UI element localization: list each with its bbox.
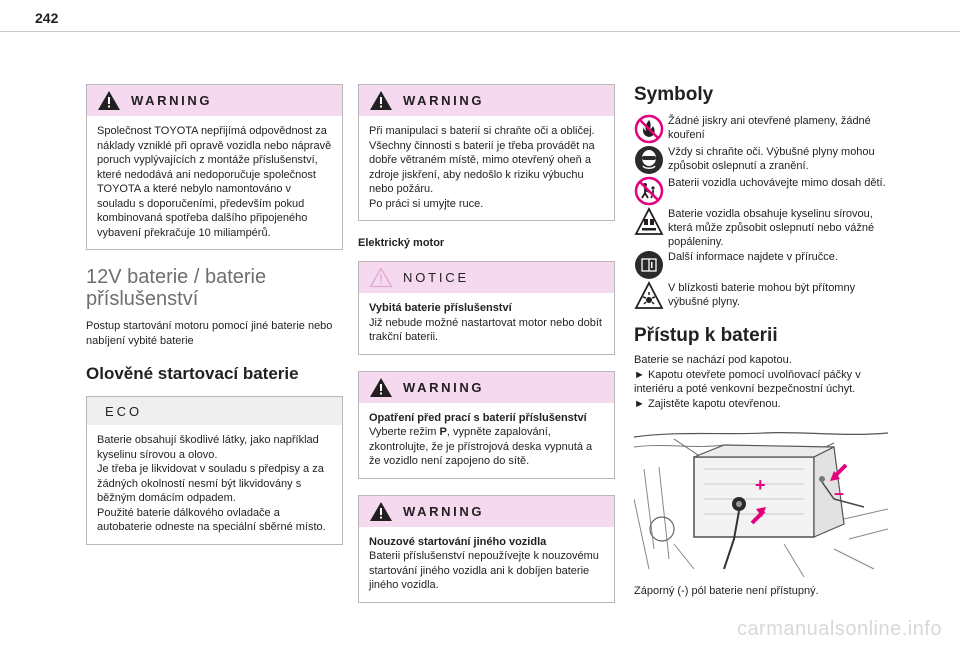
symbol-row bbox=[634, 145, 894, 175]
warning-header bbox=[359, 372, 614, 403]
warning-header bbox=[359, 496, 614, 527]
eco-text: Baterie obsahují škodlivé látky, jako například kyselinu sírovou a olovo. Je třeba je likvidovat v souladu s předpisy a za žádných okolností nesmí být likvidovány s běžným domácím odpadem. Použité baterie dálkového ovladače a autobaterie odneste na speciální sběrné místo. bbox=[97, 434, 326, 533]
warning-text: Baterii příslušenství nepoužívejte k nouzovému startování jiného vozidla ani k dobíjen baterie jiného vozidla. bbox=[369, 550, 599, 591]
warning-text: Společnost TOYOTA nepřijímá odpovědnost za náklady vzniklé při opravě vozidla nebo nápravě poruch vyplývajících z montáže příslušenství, které nedodává ani nedoporučuje společnost TOYOTA a které nebylo namontováno v souladu s doporučeními, především pokud kombinovaná spotřeba dalšího připojeného vybavení překračuje 10 miliampérů. bbox=[97, 125, 332, 239]
notice-triangle-icon bbox=[369, 267, 393, 288]
warning-box-jumpstart bbox=[358, 495, 615, 603]
battery-access-title: Přístup k baterii bbox=[634, 325, 778, 346]
positive-terminal-label: + bbox=[755, 475, 766, 495]
page-number: 242 bbox=[35, 10, 59, 26]
notice-label: NOTICE bbox=[403, 270, 469, 285]
column-2 bbox=[358, 84, 615, 619]
section-title: 12V baterie / baterie příslušenství bbox=[86, 266, 267, 310]
symbol-text: Baterie vozidla obsahuje kyselinu sírovou, která může způsobit oslepnutí nebo vážné popáleniny. bbox=[668, 208, 875, 248]
warning-text-before: Vyberte režim bbox=[369, 426, 440, 438]
warning-title: Opatření před prací s baterií příslušenství bbox=[369, 411, 587, 424]
explosive-icon bbox=[634, 281, 664, 311]
symbol-row bbox=[634, 114, 894, 144]
symbol-text: V blízkosti baterie mohou být přítomny výbušné plyny. bbox=[668, 282, 856, 308]
top-rule bbox=[0, 31, 960, 32]
notice-body bbox=[359, 293, 614, 354]
negative-terminal-label: – bbox=[834, 483, 845, 503]
warning-triangle-icon bbox=[97, 90, 121, 111]
symbol-row bbox=[634, 176, 894, 206]
warning-box-precautions bbox=[358, 371, 615, 479]
lead-battery-heading: Olověné startovací baterie bbox=[86, 364, 299, 383]
warning-label: WARNING bbox=[403, 503, 485, 519]
column-3 bbox=[634, 84, 894, 597]
warning-label: WARNING bbox=[403, 93, 485, 108]
symbol-text: Vždy si chraňte oči. Výbušné plyny mohou způsobit oslepnutí a zranění. bbox=[668, 146, 875, 172]
warning-header bbox=[359, 85, 614, 116]
symbol-text: Žádné jiskry ani otevřené plameny, žádné kouření bbox=[668, 115, 871, 141]
symbol-row bbox=[634, 281, 894, 311]
battery-access-text: Baterie se nachází pod kapotou. ► Kapotu otevřete pomocí uvolňovací páčky v interiéru a poté venkovní bezpečnostní úchyt. ► Zajistěte kapotu otevřenou. bbox=[634, 354, 861, 410]
warning-triangle-icon bbox=[369, 501, 393, 522]
notice-box bbox=[358, 261, 615, 355]
notice-text: Již nebude možné nastartovat motor nebo dobít trakční baterii. bbox=[369, 316, 602, 343]
warning-box-handling bbox=[358, 84, 615, 221]
eco-header bbox=[87, 397, 342, 425]
notice-header bbox=[359, 262, 614, 293]
eye-protection-icon bbox=[634, 145, 664, 175]
warning-triangle-icon bbox=[369, 90, 393, 111]
warning-label: WARNING bbox=[131, 93, 213, 108]
warning-text bbox=[369, 425, 604, 469]
electric-motor-heading: Elektrický motor bbox=[358, 237, 445, 249]
warning-text: Při manipulaci s baterií si chraňte oči a obličej. Všechny činnosti s baterií je třeba provádět na dobře větraném místě, mimo otevřený oheň a zdroje jiskření, aby nedošlo k riziku výbuchu nebo požáru. Po práci si umyjte ruce. bbox=[369, 125, 595, 210]
keep-away-children-icon bbox=[634, 176, 664, 206]
symbol-row bbox=[634, 207, 894, 249]
warning-text-after: , vypněte zapalování, zkontrolujte, že je přístrojová deska vypnutá a že vozidlo není zapojeno do sítě. bbox=[369, 426, 593, 467]
warning-header bbox=[87, 85, 342, 116]
warning-body bbox=[359, 403, 614, 478]
eco-box bbox=[86, 396, 343, 545]
mode-p: P bbox=[439, 426, 447, 438]
warning-body bbox=[359, 527, 614, 602]
battery-compartment-illustration bbox=[634, 429, 888, 579]
symbol-row bbox=[634, 250, 894, 280]
eco-label: ECO bbox=[105, 403, 143, 419]
column-1 bbox=[86, 84, 343, 561]
symbol-text: Baterii vozidla uchovávejte mimo dosah dětí. bbox=[668, 177, 886, 189]
warning-label: WARNING bbox=[403, 379, 485, 395]
notice-title: Vybitá baterie příslušenství bbox=[369, 302, 512, 314]
warning-triangle-icon bbox=[369, 377, 393, 398]
watermark: carmanualsonline.info bbox=[736, 618, 942, 640]
symbols-title: Symboly bbox=[634, 84, 714, 105]
warning-title: Nouzové startování jiného vozidla bbox=[369, 535, 547, 548]
symbol-text: Další informace najdete v příručce. bbox=[668, 251, 838, 263]
section-intro: Postup startování motoru pomocí jiné baterie nebo nabíjení vybité baterie bbox=[86, 320, 333, 347]
manual-icon bbox=[634, 250, 664, 280]
illustration-caption: Záporný (-) pól baterie není přístupný. bbox=[634, 585, 819, 597]
no-flame-icon bbox=[634, 114, 664, 144]
warning-box bbox=[86, 84, 343, 250]
corrosive-icon bbox=[634, 207, 664, 237]
